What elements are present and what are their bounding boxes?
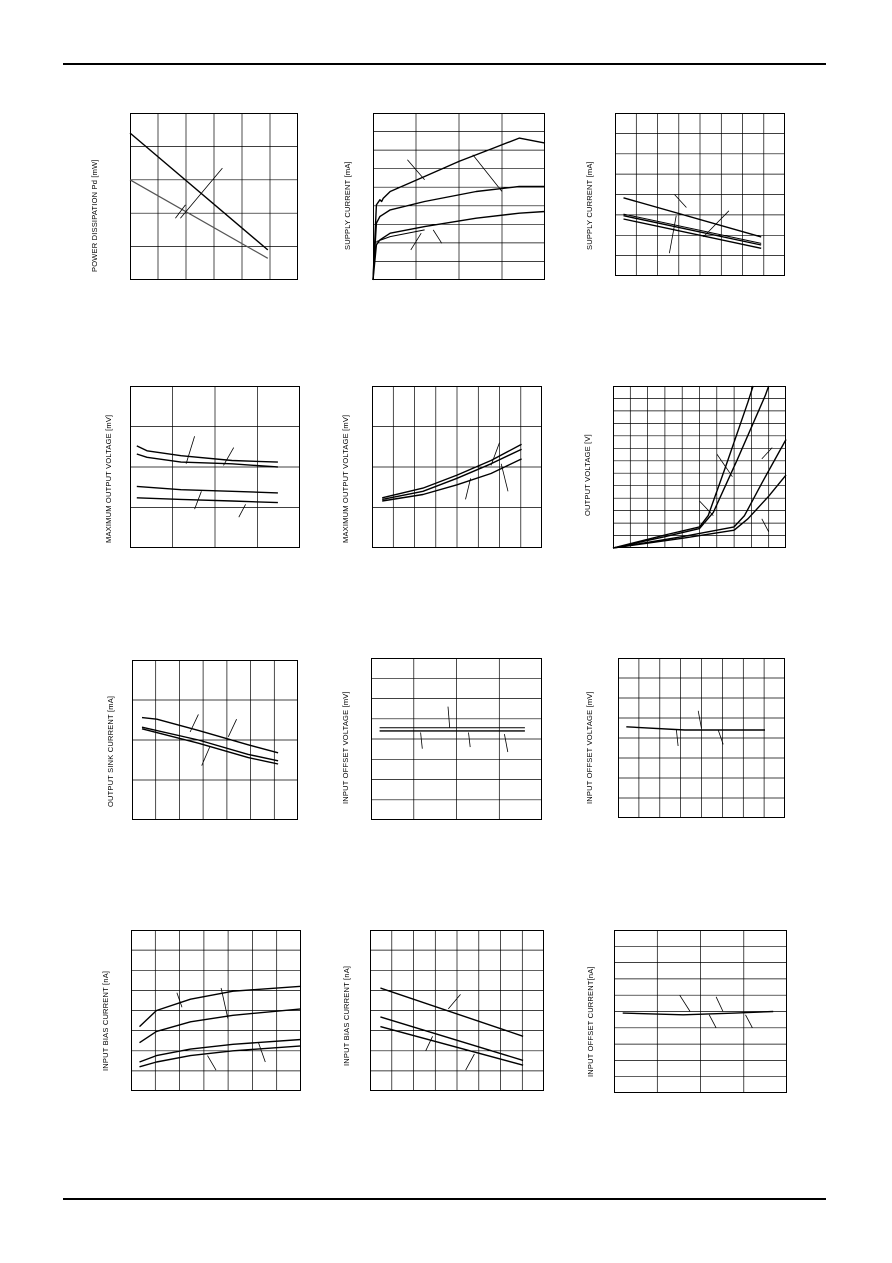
y-axis-label-ib2: INPUT BIAS CURRENT [nA] bbox=[342, 965, 351, 1066]
chart-isup1 bbox=[373, 113, 545, 280]
leader-line-3 bbox=[469, 733, 471, 748]
chart-isink bbox=[132, 660, 298, 820]
series-line-1 bbox=[613, 386, 753, 548]
y-axis-label-vout: OUTPUT VOLTAGE [V] bbox=[583, 434, 592, 516]
leader-line-4 bbox=[239, 504, 246, 517]
leader-line-2 bbox=[473, 155, 502, 192]
y-axis-label-iio: INPUT OFFSET CURRENT[nA] bbox=[586, 966, 595, 1077]
leader-line-4 bbox=[746, 1015, 753, 1028]
leader-line-1 bbox=[675, 195, 687, 208]
chart-vio1 bbox=[371, 658, 542, 820]
y-axis-label-vio2: INPUT OFFSET VOLTAGE [mV] bbox=[585, 691, 594, 804]
y-axis-label-vomax2: MAXIMUM OUTPUT VOLTAGE [mV] bbox=[341, 414, 350, 543]
grid bbox=[613, 386, 786, 548]
series-line-2 bbox=[380, 1017, 523, 1061]
chart-isup2 bbox=[615, 113, 785, 276]
series-line-3 bbox=[137, 486, 278, 493]
chart-ib2 bbox=[370, 930, 544, 1091]
series-line-2 bbox=[142, 727, 278, 761]
chart-vio2 bbox=[618, 658, 785, 818]
chart-vout bbox=[613, 386, 786, 548]
bottom-rule bbox=[63, 1198, 826, 1200]
series-line-1 bbox=[137, 446, 278, 462]
y-axis-label-pd: POWER DISSIPATION Pd [mW] bbox=[90, 159, 99, 272]
grid bbox=[130, 113, 298, 280]
leader-line-1 bbox=[680, 995, 690, 1011]
leader-line-2 bbox=[224, 448, 234, 466]
y-axis-label-isup1: SUPPLY CURRENT [mA] bbox=[343, 161, 352, 250]
y-axis-label-ib1: INPUT BIAS CURRENT [nA] bbox=[101, 970, 110, 1071]
series-line-1 bbox=[382, 444, 521, 498]
grid bbox=[372, 386, 542, 548]
leader-line-4 bbox=[762, 519, 769, 532]
grid bbox=[615, 113, 785, 276]
leader-line-1 bbox=[448, 707, 450, 728]
chart-pd bbox=[130, 113, 298, 280]
grid bbox=[618, 658, 785, 818]
series-line-1 bbox=[626, 727, 765, 730]
top-rule bbox=[63, 63, 826, 65]
y-axis-label-vio1: INPUT OFFSET VOLTAGE [mV] bbox=[341, 691, 350, 804]
chart-vomax1 bbox=[130, 386, 300, 548]
series-line-3 bbox=[624, 219, 762, 248]
series-line-1 bbox=[623, 1012, 774, 1015]
series-line-3 bbox=[380, 1027, 523, 1066]
leader-line-4 bbox=[259, 1043, 266, 1062]
grid bbox=[371, 658, 542, 820]
leader-line-2 bbox=[228, 719, 236, 737]
leader-line-1 bbox=[186, 436, 195, 464]
leader-line-3 bbox=[433, 230, 442, 243]
leader-line-3 bbox=[669, 216, 676, 254]
grid bbox=[370, 930, 544, 1091]
leader-line-3 bbox=[501, 464, 508, 492]
series-line-2 bbox=[382, 449, 521, 499]
series-line-1 bbox=[380, 988, 523, 1036]
leader-line-4 bbox=[504, 734, 507, 752]
leader-line-1 bbox=[180, 168, 222, 218]
leader-line-3 bbox=[208, 1056, 217, 1071]
leader-line-3 bbox=[762, 448, 772, 459]
leader-line-2 bbox=[709, 1015, 716, 1028]
chart-ib1 bbox=[131, 930, 301, 1091]
y-axis-label-isup2: SUPPLY CURRENT [mA] bbox=[585, 161, 594, 250]
series-line-4 bbox=[137, 498, 278, 503]
chart-iio bbox=[614, 930, 787, 1093]
leader-line-3 bbox=[466, 1054, 475, 1070]
series-line-4 bbox=[624, 214, 762, 243]
leader-line-2 bbox=[421, 733, 423, 749]
y-axis-label-vomax1: MAXIMUM OUTPUT VOLTAGE [mV] bbox=[104, 414, 113, 543]
chart-vomax2 bbox=[372, 386, 542, 548]
series-line-1 bbox=[142, 718, 278, 753]
grid bbox=[132, 660, 298, 820]
leader-line-3 bbox=[716, 997, 723, 1012]
series-line-2 bbox=[137, 454, 278, 467]
leader-line-1 bbox=[448, 994, 460, 1009]
y-axis-label-isink: OUTPUT SINK CURRENT [mA] bbox=[106, 695, 115, 807]
leader-line-1 bbox=[698, 711, 701, 729]
